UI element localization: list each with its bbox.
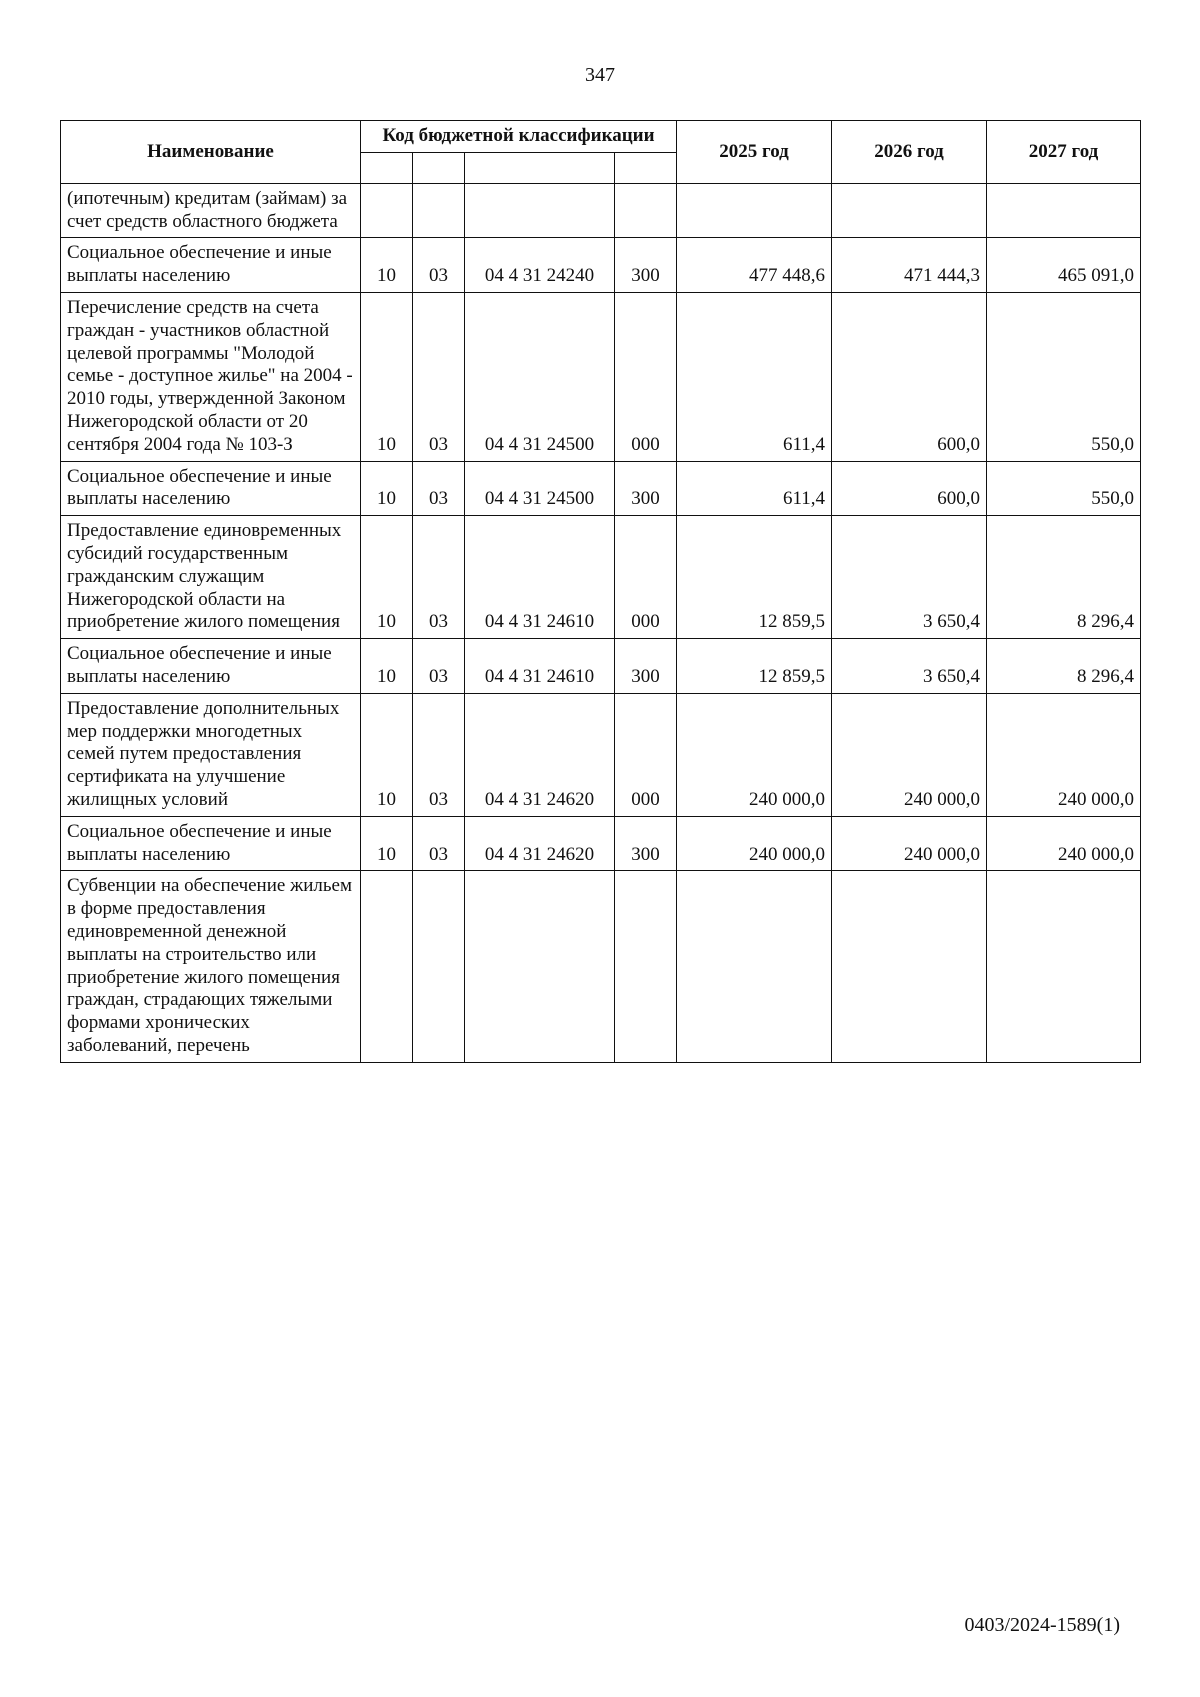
row-2026-value bbox=[832, 183, 987, 238]
row-expense-type: 000 bbox=[615, 292, 677, 461]
row-target-article: 04 4 31 24500 bbox=[465, 292, 615, 461]
row-name: Субвенции на обеспечение жильем в форме предоставления единовременной денежной выплаты на строительство или приобретение жилого помещения граждан, страдающих тяжелыми формами хронических заболеваний, перечень bbox=[61, 871, 361, 1062]
row-name: Перечисление средств на счета граждан - участников областной целевой программы "Молодой семье - доступное жилье" на 2004 - 2010 годы, утвержденной Законом Нижегородской области от 20 сентября 2004 года № 103-З bbox=[61, 292, 361, 461]
row-section: 10 bbox=[361, 516, 413, 639]
row-target-article: 04 4 31 24610 bbox=[465, 516, 615, 639]
row-name: (ипотечным) кредитам (займам) за счет средств областного бюджета bbox=[61, 183, 361, 238]
row-2027-value: 8 296,4 bbox=[987, 639, 1141, 694]
row-section: 10 bbox=[361, 816, 413, 871]
row-subsection: 03 bbox=[413, 516, 465, 639]
row-2026-value: 3 650,4 bbox=[832, 516, 987, 639]
row-name: Социальное обеспечение и иные выплаты населению bbox=[61, 816, 361, 871]
header-name: Наименование bbox=[61, 121, 361, 184]
row-subsection: 03 bbox=[413, 639, 465, 694]
row-expense-type: 000 bbox=[615, 516, 677, 639]
row-2026-value: 3 650,4 bbox=[832, 639, 987, 694]
row-2027-value bbox=[987, 871, 1141, 1062]
row-name: Предоставление дополнительных мер поддержки многодетных семей путем предоставления сертификата на улучшение жилищных условий bbox=[61, 693, 361, 816]
header-2025: 2025 год bbox=[677, 121, 832, 184]
row-section: 10 bbox=[361, 292, 413, 461]
table-row bbox=[61, 183, 1141, 238]
row-2025-value: 611,4 bbox=[677, 461, 832, 516]
row-2027-value bbox=[987, 183, 1141, 238]
row-section: 10 bbox=[361, 639, 413, 694]
row-subsection: 03 bbox=[413, 292, 465, 461]
header-code-sub-1 bbox=[361, 152, 413, 183]
row-2025-value: 12 859,5 bbox=[677, 516, 832, 639]
table-row bbox=[61, 238, 1141, 293]
table-row bbox=[61, 871, 1141, 1062]
row-2025-value: 240 000,0 bbox=[677, 816, 832, 871]
row-expense-type: 300 bbox=[615, 461, 677, 516]
row-2026-value: 471 444,3 bbox=[832, 238, 987, 293]
budget-table bbox=[60, 120, 1141, 1063]
row-subsection: 03 bbox=[413, 693, 465, 816]
row-expense-type bbox=[615, 183, 677, 238]
row-subsection bbox=[413, 183, 465, 238]
page-number: 347 bbox=[585, 64, 615, 86]
table-row bbox=[61, 693, 1141, 816]
row-section: 10 bbox=[361, 693, 413, 816]
row-2026-value: 600,0 bbox=[832, 292, 987, 461]
table-body bbox=[61, 183, 1141, 1062]
row-2027-value: 240 000,0 bbox=[987, 816, 1141, 871]
row-2025-value: 477 448,6 bbox=[677, 238, 832, 293]
header-2026: 2026 год bbox=[832, 121, 987, 184]
table-row bbox=[61, 461, 1141, 516]
row-2026-value: 600,0 bbox=[832, 461, 987, 516]
row-target-article: 04 4 31 24620 bbox=[465, 816, 615, 871]
table-row bbox=[61, 516, 1141, 639]
row-subsection: 03 bbox=[413, 816, 465, 871]
row-expense-type: 300 bbox=[615, 238, 677, 293]
row-name: Предоставление единовременных субсидий государственным гражданским служащим Нижегородской области на приобретение жилого помещения bbox=[61, 516, 361, 639]
row-section bbox=[361, 871, 413, 1062]
row-2027-value: 240 000,0 bbox=[987, 693, 1141, 816]
table-row bbox=[61, 639, 1141, 694]
row-expense-type: 300 bbox=[615, 816, 677, 871]
row-section bbox=[361, 183, 413, 238]
row-2027-value: 550,0 bbox=[987, 292, 1141, 461]
table-row bbox=[61, 292, 1141, 461]
row-expense-type bbox=[615, 871, 677, 1062]
row-2026-value: 240 000,0 bbox=[832, 816, 987, 871]
row-2025-value: 611,4 bbox=[677, 292, 832, 461]
row-2025-value: 240 000,0 bbox=[677, 693, 832, 816]
row-2027-value: 465 091,0 bbox=[987, 238, 1141, 293]
row-target-article: 04 4 31 24610 bbox=[465, 639, 615, 694]
row-target-article: 04 4 31 24240 bbox=[465, 238, 615, 293]
row-2026-value bbox=[832, 871, 987, 1062]
table-row bbox=[61, 816, 1141, 871]
row-target-article bbox=[465, 183, 615, 238]
header-2027: 2027 год bbox=[987, 121, 1141, 184]
row-2026-value: 240 000,0 bbox=[832, 693, 987, 816]
row-name: Социальное обеспечение и иные выплаты населению bbox=[61, 639, 361, 694]
row-subsection: 03 bbox=[413, 238, 465, 293]
row-2025-value bbox=[677, 871, 832, 1062]
row-target-article bbox=[465, 871, 615, 1062]
row-name: Социальное обеспечение и иные выплаты населению bbox=[61, 461, 361, 516]
row-expense-type: 000 bbox=[615, 693, 677, 816]
row-subsection: 03 bbox=[413, 461, 465, 516]
row-2027-value: 8 296,4 bbox=[987, 516, 1141, 639]
row-target-article: 04 4 31 24500 bbox=[465, 461, 615, 516]
row-2025-value: 12 859,5 bbox=[677, 639, 832, 694]
row-2025-value bbox=[677, 183, 832, 238]
row-target-article: 04 4 31 24620 bbox=[465, 693, 615, 816]
row-name: Социальное обеспечение и иные выплаты населению bbox=[61, 238, 361, 293]
row-subsection bbox=[413, 871, 465, 1062]
header-code-sub-4 bbox=[615, 152, 677, 183]
row-2027-value: 550,0 bbox=[987, 461, 1141, 516]
header-code-sub-3 bbox=[465, 152, 615, 183]
row-expense-type: 300 bbox=[615, 639, 677, 694]
row-section: 10 bbox=[361, 238, 413, 293]
header-code-sub-2 bbox=[413, 152, 465, 183]
row-section: 10 bbox=[361, 461, 413, 516]
document-code: 0403/2024-1589(1) bbox=[964, 1614, 1120, 1636]
header-code-group: Код бюджетной классификации bbox=[361, 121, 677, 153]
